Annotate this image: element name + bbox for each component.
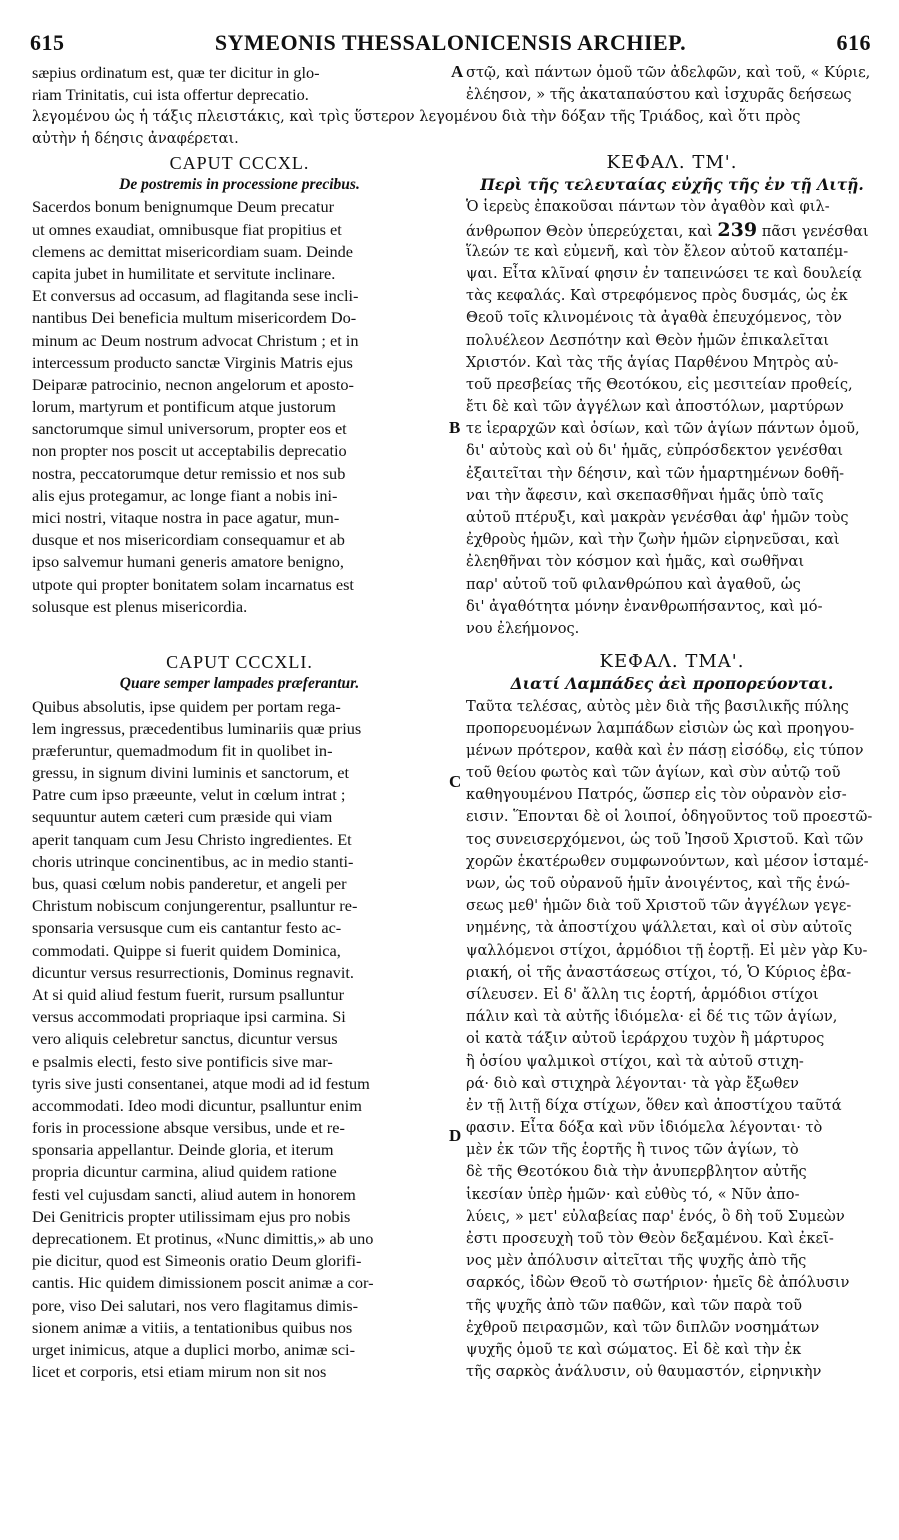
text-line: ψαι. Εἶτα κλῖναί φησιν ἐν ταπεινώσει τε καὶ δουλείᾳ xyxy=(466,264,862,282)
kephala-text xyxy=(466,196,878,640)
text-line: τοῦ θείου φωτὸς καὶ τῶν ἁγίων, καὶ σὺν αὐτῷ τοῦ xyxy=(466,764,841,782)
text-line: vero aliquis celebretur sanctus, dicuntur versus xyxy=(32,1029,338,1049)
text-line: sequuntur autem cæteri cum præside qui viam xyxy=(32,807,333,827)
text-line: καθηγουμένου Πατρός, ὥσπερ εἰς τὸν οὐρανὸν εἰσ- xyxy=(466,786,847,804)
text-line: cantis. Hic quidem dimissionem poscit animæ a cor- xyxy=(32,1273,374,1293)
greek-column-top xyxy=(466,62,878,106)
caput-text xyxy=(32,696,447,1384)
text-line: ψυχῆς ὁμοῦ τε καὶ σώματος. Εἰ δὲ καὶ τὴν ἐκ xyxy=(466,1340,802,1358)
text-line: Sacerdos bonum benignumque Deum precatur xyxy=(32,197,335,217)
right-page-number: 616 xyxy=(836,30,871,55)
text-line: Dei Genitricis propter utilissimam ejus pro nobis xyxy=(32,1206,351,1226)
kephala-heading: ΚΕΦΑΛ. ΤΜΑ'. xyxy=(599,651,745,673)
margin-marker-b: B xyxy=(449,418,461,437)
text-line: πάλιν καὶ τὰ αὐτῆς ἰδιόμελα· εἰ δέ τις τῶν ἁγίων, xyxy=(466,1008,838,1026)
text-line: Ὁ ἱερεὺς ἐπακοῦσαι πάντων τὸν ἀγαθὸν καὶ φιλ- xyxy=(466,198,830,216)
text-line: præferuntur, quemadmodum fit in quolibet in- xyxy=(32,740,333,760)
text-line: μὲν ἐκ τῶν τῆς ἑορτῆς ἢ τινος τῶν ἁγίων, τὸ xyxy=(466,1141,799,1159)
text-line: νου ἐλεήμονος. xyxy=(466,619,580,637)
text-line: deprecationem. Et protinus, «Nunc dimittis,» ab uno xyxy=(32,1229,374,1248)
text-line: Χριστόν. Καὶ τὰς τῆς ἁγίας Παρθένου Μητρὸς αὐ- xyxy=(466,353,839,371)
latin-column xyxy=(32,152,447,1383)
text-line: Θεοῦ τοῖς κλινομένοις τὰ ἀγαθὰ ἐπευχόμενος, τὸν xyxy=(466,309,842,327)
text-line: τε ἱεραρχῶν καὶ ὁσίων, καὶ τῶν ἁγίων πάντων ὁμοῦ, xyxy=(466,420,860,438)
full-width-lines xyxy=(32,106,878,150)
text-line: sanctorumque simul universorum, propter eos et xyxy=(32,419,347,439)
left-page-number: 615 xyxy=(30,30,65,55)
text-line: festi vel cujusdam sancti, aliud autem in honorem xyxy=(32,1184,356,1204)
text-line: Deiparæ patrocinio, necnon angelorum et aposto- xyxy=(32,374,354,394)
text-line: Ταῦτα τελέσας, αὐτὸς μὲν διὰ τῆς βασιλικῆς πύλης xyxy=(466,697,849,715)
text-line: e psalmis electi, festo sive pontificis sive mar- xyxy=(32,1051,333,1071)
text-line: non propter nos poscit ut acceptabilis deprecatio xyxy=(32,441,347,461)
text-line: δι' ἀγαθότητα μόνην ἐνανθρωπήσαντος, καὶ μό- xyxy=(466,597,823,615)
text-line: dicuntur versus resurrectionis, Dominus regnavit. xyxy=(32,962,354,982)
text-line: ἐστι προσευχὴ τοῦ τὸν Θεὸν δεξαμένου. Καὶ ἐκεῖ- xyxy=(466,1230,834,1247)
text-line: άνθρωπον Θεὸν ὑπερεύχεται, καὶ 239 πᾶσι γενέσθαι xyxy=(466,218,869,241)
text-line: Christum nobiscum conjungerentur, psalluntur re- xyxy=(32,896,358,916)
text-line: utpote qui propter bonitatem solam incarnatus est xyxy=(32,574,354,594)
text-line: tyris sive justi consentanei, atque modi ad id festum xyxy=(32,1073,370,1093)
text-line: nantibus Dei beneficia multum misericordem Do- xyxy=(32,308,357,328)
caput-heading: CAPUT CCCXLI. xyxy=(166,652,313,673)
text-line: δὲ τῆς Θεοτόκου διὰ τὴν ἀνυπερβλητον αὐτῆς xyxy=(466,1163,807,1181)
text-line: alis ejus protegamur, ac longe fiant a nobis ini- xyxy=(32,485,338,505)
text-line: gressu, in signum divini luminis et sanctorum, et xyxy=(32,763,350,783)
text-line: pore, viso Dei salutari, nos vero flagitamus dimis- xyxy=(32,1295,359,1315)
text-line: bus, quasi cœlum nobis panderetur, et angeli per xyxy=(32,874,347,893)
text-line: τῆς ψυχῆς ἀπὸ τῶν παθῶν, καὶ τῶν παρὰ τοῦ xyxy=(466,1296,803,1314)
latin-column-top xyxy=(32,62,447,106)
column-number: 239 xyxy=(717,218,758,241)
text-line: clemens ac demittat misericordiam suam. Deinde xyxy=(32,241,353,261)
page-header xyxy=(30,30,871,60)
margin-marker-d: D xyxy=(449,1126,462,1145)
text-line: φασιν. Εἶτα δόξα καὶ νῦν ἰδιόμελα λέγονται· τὸ xyxy=(466,1119,823,1137)
text-line: στῷ, καὶ πάντων ὁμοῦ τῶν ἀδελφῶν, καὶ τοῦ, « Κύριε, xyxy=(466,64,871,81)
text-line: lorum, martyrum et pontificum atque justorum xyxy=(32,397,336,417)
text-line: ψαλλόμενοι στίχοι, ἁρμόδιοι τῇ ἑορτῇ. Εἰ μὲν γὰρ Κυ- xyxy=(466,941,868,959)
text-line: versus accommodati propriaque ipsi carmina. Si xyxy=(32,1007,346,1027)
caput-text xyxy=(32,196,447,618)
text-line: σεως μεθ' ἡμῶν διὰ τοῦ Χριστοῦ τῶν ἀγγέλων γεγε- xyxy=(466,897,852,915)
margin-marker-c: C xyxy=(449,772,462,791)
text-line: προπορευομένων λαμπάδων εἰσιὼν ὡς καὶ προηγου- xyxy=(466,719,855,737)
text-line: ἐλεηθῆναι τὸν κόσμον καὶ ἡμᾶς, καὶ σωθῆναι xyxy=(466,553,805,571)
text-line: propria dicuntur carmina, aliud quidem ratione xyxy=(32,1162,337,1182)
kephala-subtitle: Περὶ τῆς τελευταίας εὐχῆς τῆς ἐν τῇ Λιτῇ. xyxy=(480,175,864,195)
text-line: Patre cum ipso præeunte, velut in cœlum intrat ; xyxy=(32,785,346,805)
text-line: choris utrinque concinentibus, ac in medio stanti- xyxy=(32,851,354,871)
text-line: χορῶν ἑκατέρωθεν συμφωνούντων, καὶ μέσον ἱσταμέ- xyxy=(466,852,869,870)
text-line: lem ingressus, præcedentibus luminariis quæ prius xyxy=(32,718,362,738)
text-line: ἵλεών τε καὶ εὐμενῆ, καὶ τὸν ἔλεον αὐτοῦ καταπέμ- xyxy=(466,242,849,260)
text-line: ἐξαιτεῖται τὴν δέησιν, καὶ τῶν ἡμαρτημένων δοθῆ- xyxy=(466,464,845,482)
text-line: nostra, peccatorumque detur remissio et nos sub xyxy=(32,463,346,483)
text-line: τὰς κεφαλάς. Καὶ στρεφόμενος πρὸς δυσμάς, ὡς ἐκ xyxy=(466,287,848,305)
caput-subtitle: De postremis in processione precibus. xyxy=(119,176,360,194)
text-line: urget inimicus, atque a duplici morbo, animæ sci- xyxy=(32,1339,356,1359)
text-line: ἐλέησον, » τῆς ἀκαταπαύστου καὶ ἰσχυρᾶς δεήσεως xyxy=(466,86,852,104)
text-line: sæpius ordinatum est, quæ ter dicitur in glo- xyxy=(32,63,320,82)
text-line: ut omnes exaudiat, omnibusque fiat propitius et xyxy=(32,219,342,239)
text-line: εισιν. Ἕπονται δὲ οἱ λοιποί, ὁδηγοῦντος τοῦ προεστῶ- xyxy=(466,808,873,826)
text-line: intercessum producto sanctæ Virginis Matris ejus xyxy=(32,352,353,372)
text-line: δι' αὐτοὺς καὶ οὐ δι' ἡμᾶς, εὐπρόσδεκτον γενέσθαι xyxy=(466,442,843,460)
text-line: νων, ὡς τοῦ οὐρανοῦ ἡμῖν ἀνοιγέντος, καὶ τῆς ἑνώ- xyxy=(466,875,850,892)
text-line: solusque est plenus misericordia. xyxy=(32,596,248,616)
text-line: Et conversus ad occasum, ad flagitanda sese incli- xyxy=(32,286,359,306)
running-head: SYMEONIS THESSALONICENSIS ARCHIEP. xyxy=(214,30,687,55)
text-line: At si quid aliud festum fuerit, rursum psalluntur xyxy=(32,984,345,1004)
text-line: λεγομένου ὡς ἡ τάξις πλειστάκις, καὶ τρὶς ὕστερον λεγομένου διὰ τὴν δόξαν τῆς Τριάδος, καὶ ὅτι πρὸς xyxy=(32,108,801,125)
text-line: τοῦ πρεσβείας τῆς Θεοτόκου, εἰς μεσιτείαν προθείς, xyxy=(466,375,853,393)
text-line: ἐχθροὺς ἡμῶν, καὶ τὴν ζωὴν ἡμῶν εἰρηνεῦσαι, καὶ xyxy=(466,531,840,549)
caput-heading: CAPUT CCCXL. xyxy=(169,153,310,173)
text-line: ἱκεσίαν ὑπὲρ ἡμῶν· καὶ εὐθὺς τό, « Νῦν ἀπο- xyxy=(466,1185,800,1203)
text-line: riam Trinitatis, cui ista offertur deprecatio. xyxy=(32,85,309,105)
text-line: αὐτοῦ πτέρυξι, καὶ μακρὰν γενέσθαι ἀφ' ἡμῶν τοὺς xyxy=(466,509,849,526)
text-line: ἐν τῇ λιτῇ δίχα στίχων, ὅθεν καὶ ἀποστίχου ταῦτά xyxy=(466,1096,842,1114)
text-line: sponsaria appellantur. Deinde gloria, et iterum xyxy=(32,1140,334,1160)
text-line: σαρκός, ἰδὼν Θεοῦ τὸ σωτήριον· ἡμεῖς δὲ ἀπόλυσιν xyxy=(466,1274,850,1292)
text-line: minum ac Deum nostrum advocat Christum ; et in xyxy=(32,330,359,350)
greek-column xyxy=(466,152,878,1383)
text-line: sionem animæ a vitiis, a tentationibus quibus nos xyxy=(32,1317,353,1337)
text-line: νημένης, τὰ ἀποστίχου ψάλλεται, καὶ οἱ σὺν αὐτοῖς xyxy=(466,919,853,937)
text-line: λύεις, » μετ' εὐλαβείας παρ' ἑνός, ὃ δὴ τοῦ Συμεὼν xyxy=(466,1207,845,1225)
text-line: ριακή, οἱ τῆς ἀναστάσεως στίχοι, τό, Ὁ Κύριος ἐβα- xyxy=(466,963,852,981)
text-line: τῆς σαρκὸς ἀνάλυσιν, οὐ θαυμαστόν, εἰρηνικὴν xyxy=(466,1363,822,1381)
text-line: ἢ ὁσίου ψαλμικοὶ στίχοι, καὶ τὰ αὐτοῦ στιχη- xyxy=(466,1052,804,1070)
text-line: dusque et nos misericordiam consequamur et ab xyxy=(32,530,345,550)
text-line: ἔτι δὲ καὶ τῶν ἀγγέλων καὶ ἀποστόλων, μαρτύρων xyxy=(466,398,844,416)
text-line: νος μὲν ἀπόλυσιν αἰτεῖται τῆς ψυχῆς ἀπὸ τῆς xyxy=(466,1252,807,1270)
caput-subtitle: Quare semper lampades præferantur. xyxy=(119,675,360,693)
text-line: aperit tanquam cum Jesu Christo ingredientes. Et xyxy=(32,829,352,849)
kephala-subtitle: Διατί Λαμπάδες ἀεὶ προπορεύονται. xyxy=(510,674,834,694)
text-line: pie dicitur, quod est Simeonis oratio Deum glorifi- xyxy=(32,1251,362,1271)
margin-marker-a: A xyxy=(451,62,464,81)
text-line: αὐτὴν ἡ δέησις ἀναφέρεται. xyxy=(32,130,239,148)
text-line: τος συνεισερχόμενοι, ὡς τοῦ Ἰησοῦ Χριστοῦ. Καὶ τῶν xyxy=(466,830,864,848)
text-line: ναι τὴν ἄφεσιν, καὶ σκεπασθῆναι ἡμᾶς ὑπὸ ταῖς xyxy=(466,486,824,504)
text-line: Quibus absolutis, ipse quidem per portam rega- xyxy=(32,696,341,716)
text-line: ipso salvemur humani generis amatore benigno, xyxy=(32,552,344,572)
text-line: accommodati. Ideo modi dicuntur, psalluntur enim xyxy=(32,1095,362,1115)
kephala-text xyxy=(466,696,878,1384)
text-line: foris in processione absque versibus, unde et re- xyxy=(32,1118,345,1138)
text-line: μένων πρότερον, καθὰ καὶ ἐν πάσῃ εἰσόδῳ, εἰς τύπον xyxy=(466,741,864,759)
text-line: παρ' αὐτοῦ τοῦ φιλανθρώπου καὶ ἀγαθοῦ, ὡς xyxy=(466,575,801,593)
text-line: ἐχθροῦ πειρασμῶν, καὶ τῶν διπλῶν νοσημάτων xyxy=(466,1318,820,1336)
text-line: πολυέλεον Δεσπότην καὶ Θεὸν ἡμῶν ἐπικαλεῖται xyxy=(466,331,830,349)
text-line: sponsaria versusque cum eis cantantur festo ac- xyxy=(32,918,342,938)
text-line: mici nostri, vitaque nostra in pace agatur, mun- xyxy=(32,508,340,527)
text-line: commodati. Quippe si fuerit quidem Dominica, xyxy=(32,940,341,960)
text-line: σίλευσεν. Εἰ δ' ἄλλη τις ἑορτή, ἁρμόδιοι στίχοι xyxy=(466,985,819,1003)
text-line: licet et corporis, etsi etiam mirum non sit nos xyxy=(32,1362,327,1382)
kephala-heading: ΚΕΦΑΛ. ΤΜ'. xyxy=(606,152,738,173)
text-line: capita jubet in humilitate et servitute inclinare. xyxy=(32,263,336,283)
text-line: οἱ κατὰ τάξιν αὐτοῦ ἱεράρχου τυχὸν ἢ μάρτυρος xyxy=(466,1030,825,1048)
text-line: ρά· διὸ καὶ στιχηρὰ λέγονται· τὰ γὰρ ἔξωθεν xyxy=(466,1074,799,1092)
